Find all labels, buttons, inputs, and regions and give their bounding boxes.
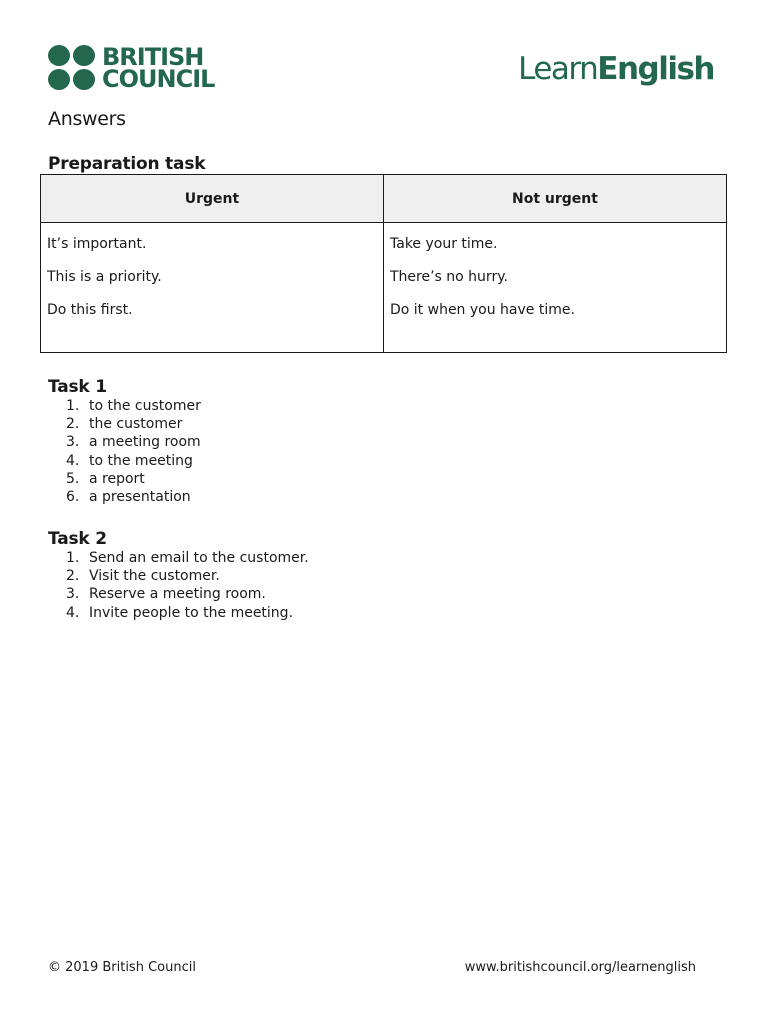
list-item-number: 4. [66,452,80,469]
task-2-heading: Task 2 [48,529,107,549]
logo-wordmark [102,43,215,93]
list-item-number: 3. [66,586,80,603]
list-item-text: Reserve a meeting room. [89,586,266,603]
column-header-urgent: Urgent [41,175,384,223]
task-1-heading: Task 1 [48,377,107,397]
urgent-cell [41,223,384,353]
list-item-text: Send an email to the customer. [89,550,309,566]
list-item-number: 1. [66,398,80,414]
urgent-phrase: This is a priority. [47,269,162,285]
list-item-number: 3. [66,434,80,451]
british-council-logo [48,45,214,91]
list-item-number: 6. [66,488,80,505]
list-item-text: the customer [89,416,183,433]
logo-dots-icon [48,45,95,91]
list-item-text: to the customer [89,398,201,414]
page-title: Answers [48,108,126,130]
logo-line-1: BRITISH [102,43,204,71]
list-item-text: a meeting room [89,434,201,451]
not-urgent-phrase: There’s no hurry. [390,269,508,285]
preparation-task-heading: Preparation task [48,154,206,174]
not-urgent-phrase: Do it when you have time. [390,302,575,318]
urgent-phrase: It’s important. [47,236,147,252]
urgency-table [40,174,727,353]
list-item [66,433,201,451]
column-header-not-urgent: Not urgent [384,175,727,223]
logo-line-2: COUNCIL [102,65,215,93]
list-item [66,549,309,567]
list-item [66,415,201,433]
list-item-text: to the meeting [89,452,193,469]
footer-url: www.britishcouncil.org/learnenglish [464,960,696,975]
learnenglish-logo-light: Learn [518,51,598,87]
list-item-text: a report [89,470,145,487]
list-item [66,397,201,415]
learnenglish-logo [518,51,714,87]
urgent-phrase: Do this first. [47,302,133,318]
list-item [66,604,309,622]
list-item-text: Invite people to the meeting. [89,604,294,621]
not-urgent-phrase: Take your time. [390,236,498,252]
not-urgent-cell [384,223,727,353]
footer-copyright: © 2019 British Council [48,960,196,975]
list-item-text: Visit the customer. [89,568,220,585]
list-item [66,470,201,488]
list-item-text: a presentation [89,488,191,505]
list-item [66,585,309,603]
learnenglish-logo-bold: English [597,51,714,87]
list-item [66,567,309,585]
list-item-number: 2. [66,416,80,433]
list-item-number: 1. [66,550,80,566]
list-item-number: 5. [66,470,80,487]
list-item-number: 2. [66,568,80,585]
list-item [66,452,201,470]
list-item [66,488,201,506]
task-1-answer-list [66,397,201,506]
list-item-number: 4. [66,604,80,621]
task-2-answer-list [66,549,309,622]
